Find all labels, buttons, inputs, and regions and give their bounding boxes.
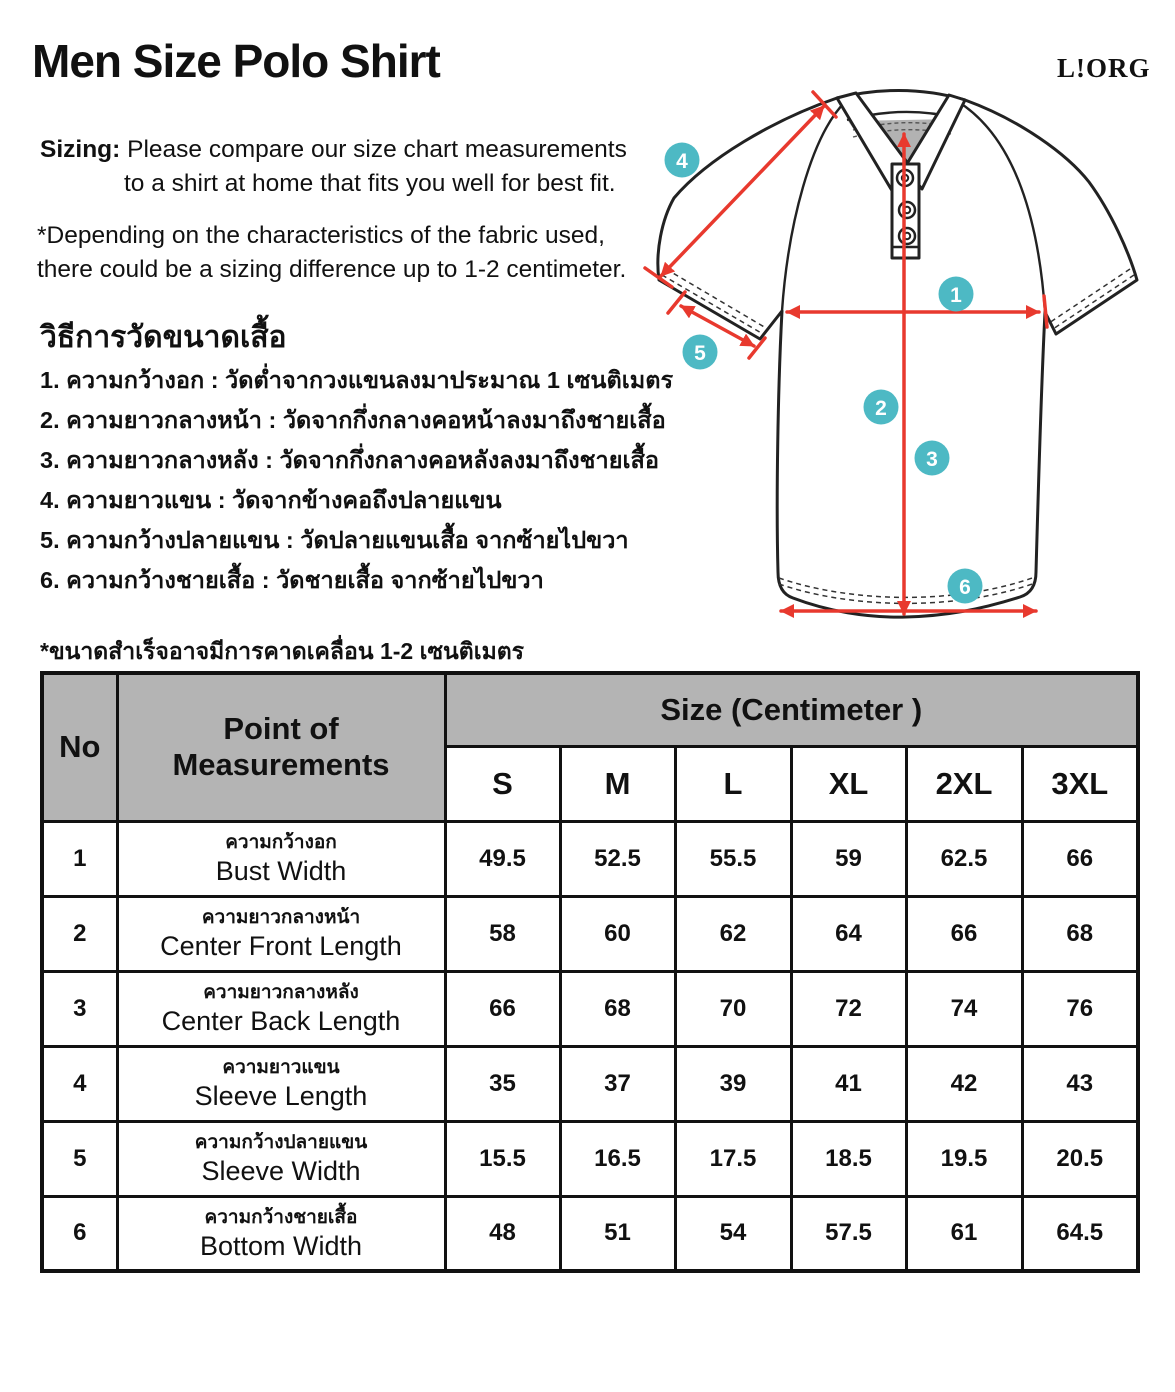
col-header-size-group: Size (Centimeter ) (445, 673, 1138, 746)
sizing-text2: to a shirt at home that fits you well for best fit. (124, 170, 616, 197)
cell-value: 72 (791, 971, 906, 1046)
list-item: 5. ความกว้างปลายแขน : วัดปลายแขนเสื้อ จากซ้ายไปขวา (40, 527, 629, 553)
cell-value: 48 (445, 1196, 560, 1271)
row-point (117, 971, 445, 1046)
cell-value: 66 (445, 971, 560, 1046)
cell-value: 61 (906, 1196, 1022, 1271)
cell-value: 66 (906, 896, 1022, 971)
cell-value: 52.5 (560, 821, 675, 896)
col-header-size-xl: XL (791, 746, 906, 821)
polo-shirt-diagram (615, 80, 1175, 655)
sizing-note-line1 (40, 133, 627, 167)
callout-number-3: 3 (926, 448, 938, 471)
measure-instructions-heading: วิธีการวัดขนาดเสื้อ (40, 321, 287, 354)
sleeve-width-tick (749, 338, 765, 358)
callout-number-2: 2 (875, 397, 887, 420)
cell-value: 58 (445, 896, 560, 971)
cell-value: 19.5 (906, 1121, 1022, 1196)
cell-value: 51 (560, 1196, 675, 1271)
point-thai: ความกว้างอก (225, 832, 337, 853)
cell-value: 42 (906, 1046, 1022, 1121)
point-english: Center Front Length (160, 931, 402, 961)
table-tolerance-note: *ขนาดสำเร็จอาจมีการคาดเคลื่อน 1-2 เซนติเมตร (40, 638, 525, 664)
callout-number-1: 1 (950, 284, 962, 307)
button (899, 202, 915, 218)
cell-value: 66 (1022, 821, 1138, 896)
point-thai: ความกว้างปลายแขน (194, 1132, 368, 1153)
list-item: 1. ความกว้างอก : วัดต่ำจากวงแขนลงมาประมาณ 1 เซนติเมตร (40, 367, 674, 393)
measure-instructions-list (40, 360, 673, 600)
col-header-point: Point of Measurements (117, 673, 445, 821)
list-item: 2. ความยาวกลางหน้า : วัดจากกึ่งกลางคอหน้าลงมาถึงชายเสื้อ (40, 407, 666, 433)
cell-value: 43 (1022, 1046, 1138, 1121)
cell-value: 49.5 (445, 821, 560, 896)
fabric-note-line2: there could be a sizing difference up to 1-2 centimeter. (37, 256, 627, 283)
cell-value: 57.5 (791, 1196, 906, 1271)
point-english: Bottom Width (199, 1230, 363, 1261)
col-header-size-s: S (445, 746, 560, 821)
fabric-note (37, 219, 626, 287)
cell-value: 18.5 (791, 1121, 906, 1196)
col-header-size-m: M (560, 746, 675, 821)
row-no: 1 (42, 821, 117, 896)
table-row (42, 821, 1138, 896)
cell-value: 16.5 (560, 1121, 675, 1196)
point-english: Sleeve Length (194, 1081, 368, 1111)
row-point (117, 821, 445, 896)
cell-value: 62 (675, 896, 791, 971)
cell-value: 39 (675, 1046, 791, 1121)
row-point (117, 896, 445, 971)
cell-value: 70 (675, 971, 791, 1046)
list-item: 3. ความยาวกลางหลัง : วัดจากกึ่งกลางคอหลังลงมาถึงชายเสื้อ (40, 447, 659, 473)
cell-value: 60 (560, 896, 675, 971)
cell-value: 41 (791, 1046, 906, 1121)
point-thai: ความยาวกลางหลัง (203, 982, 359, 1003)
point-english: Sleeve Width (201, 1156, 361, 1186)
cell-value: 64 (791, 896, 906, 971)
cell-value: 17.5 (675, 1121, 791, 1196)
polo-shirt-drawing (658, 90, 1137, 617)
point-english: Center Back Length (161, 1006, 401, 1036)
cell-value: 68 (560, 971, 675, 1046)
row-point (117, 1196, 445, 1271)
size-table (40, 671, 1140, 1273)
page-title: Men Size Polo Shirt (32, 35, 440, 87)
row-no: 2 (42, 896, 117, 971)
list-item: 4. ความยาวแขน : วัดจากข้างคอถึงปลายแขน (40, 487, 502, 513)
table-row (42, 1196, 1138, 1271)
cell-value: 76 (1022, 971, 1138, 1046)
row-no: 4 (42, 1046, 117, 1121)
col-header-size-l: L (675, 746, 791, 821)
row-no: 3 (42, 971, 117, 1046)
callout-number-5: 5 (694, 342, 706, 365)
row-no: 5 (42, 1121, 117, 1196)
point-thai: ความยาวแขน (222, 1057, 340, 1078)
col-header-no: No (42, 673, 117, 821)
cell-value: 55.5 (675, 821, 791, 896)
sizing-text1: Please compare our size chart measurements (127, 136, 627, 163)
cell-value: 15.5 (445, 1121, 560, 1196)
cell-value: 68 (1022, 896, 1138, 971)
cell-value: 59 (791, 821, 906, 896)
sizing-label: Sizing: (40, 136, 121, 163)
cell-value: 64.5 (1022, 1196, 1138, 1271)
button (899, 228, 915, 244)
fabric-note-line1: *Depending on the characteristics of the fabric used, (37, 222, 605, 249)
col-header-size-2xl: 2XL (906, 746, 1022, 821)
cell-value: 37 (560, 1046, 675, 1121)
cell-value: 54 (675, 1196, 791, 1271)
cell-value: 74 (906, 971, 1022, 1046)
sizing-note (40, 133, 627, 201)
callout-number-4: 4 (676, 150, 688, 173)
row-point (117, 1046, 445, 1121)
row-no: 6 (42, 1196, 117, 1271)
table-row (42, 1121, 1138, 1196)
brand-logo: L!ORG (1057, 53, 1151, 83)
cell-value: 35 (445, 1046, 560, 1121)
cell-value: 62.5 (906, 821, 1022, 896)
row-point (117, 1121, 445, 1196)
cell-value: 20.5 (1022, 1121, 1138, 1196)
sleeve-width-tick (668, 292, 685, 313)
point-thai: ความกว้างชายเสื้อ (204, 1206, 358, 1228)
list-item: 6. ความกว้างชายเสื้อ : วัดชายเสื้อ จากซ้ายไปขวา (40, 567, 544, 593)
table-row (42, 896, 1138, 971)
callout-number-6: 6 (959, 576, 971, 599)
point-english: Bust Width (215, 856, 347, 886)
point-thai: ความยาวกลางหน้า (201, 907, 361, 928)
table-row (42, 1046, 1138, 1121)
table-row (42, 971, 1138, 1046)
col-header-size-3xl: 3XL (1022, 746, 1138, 821)
